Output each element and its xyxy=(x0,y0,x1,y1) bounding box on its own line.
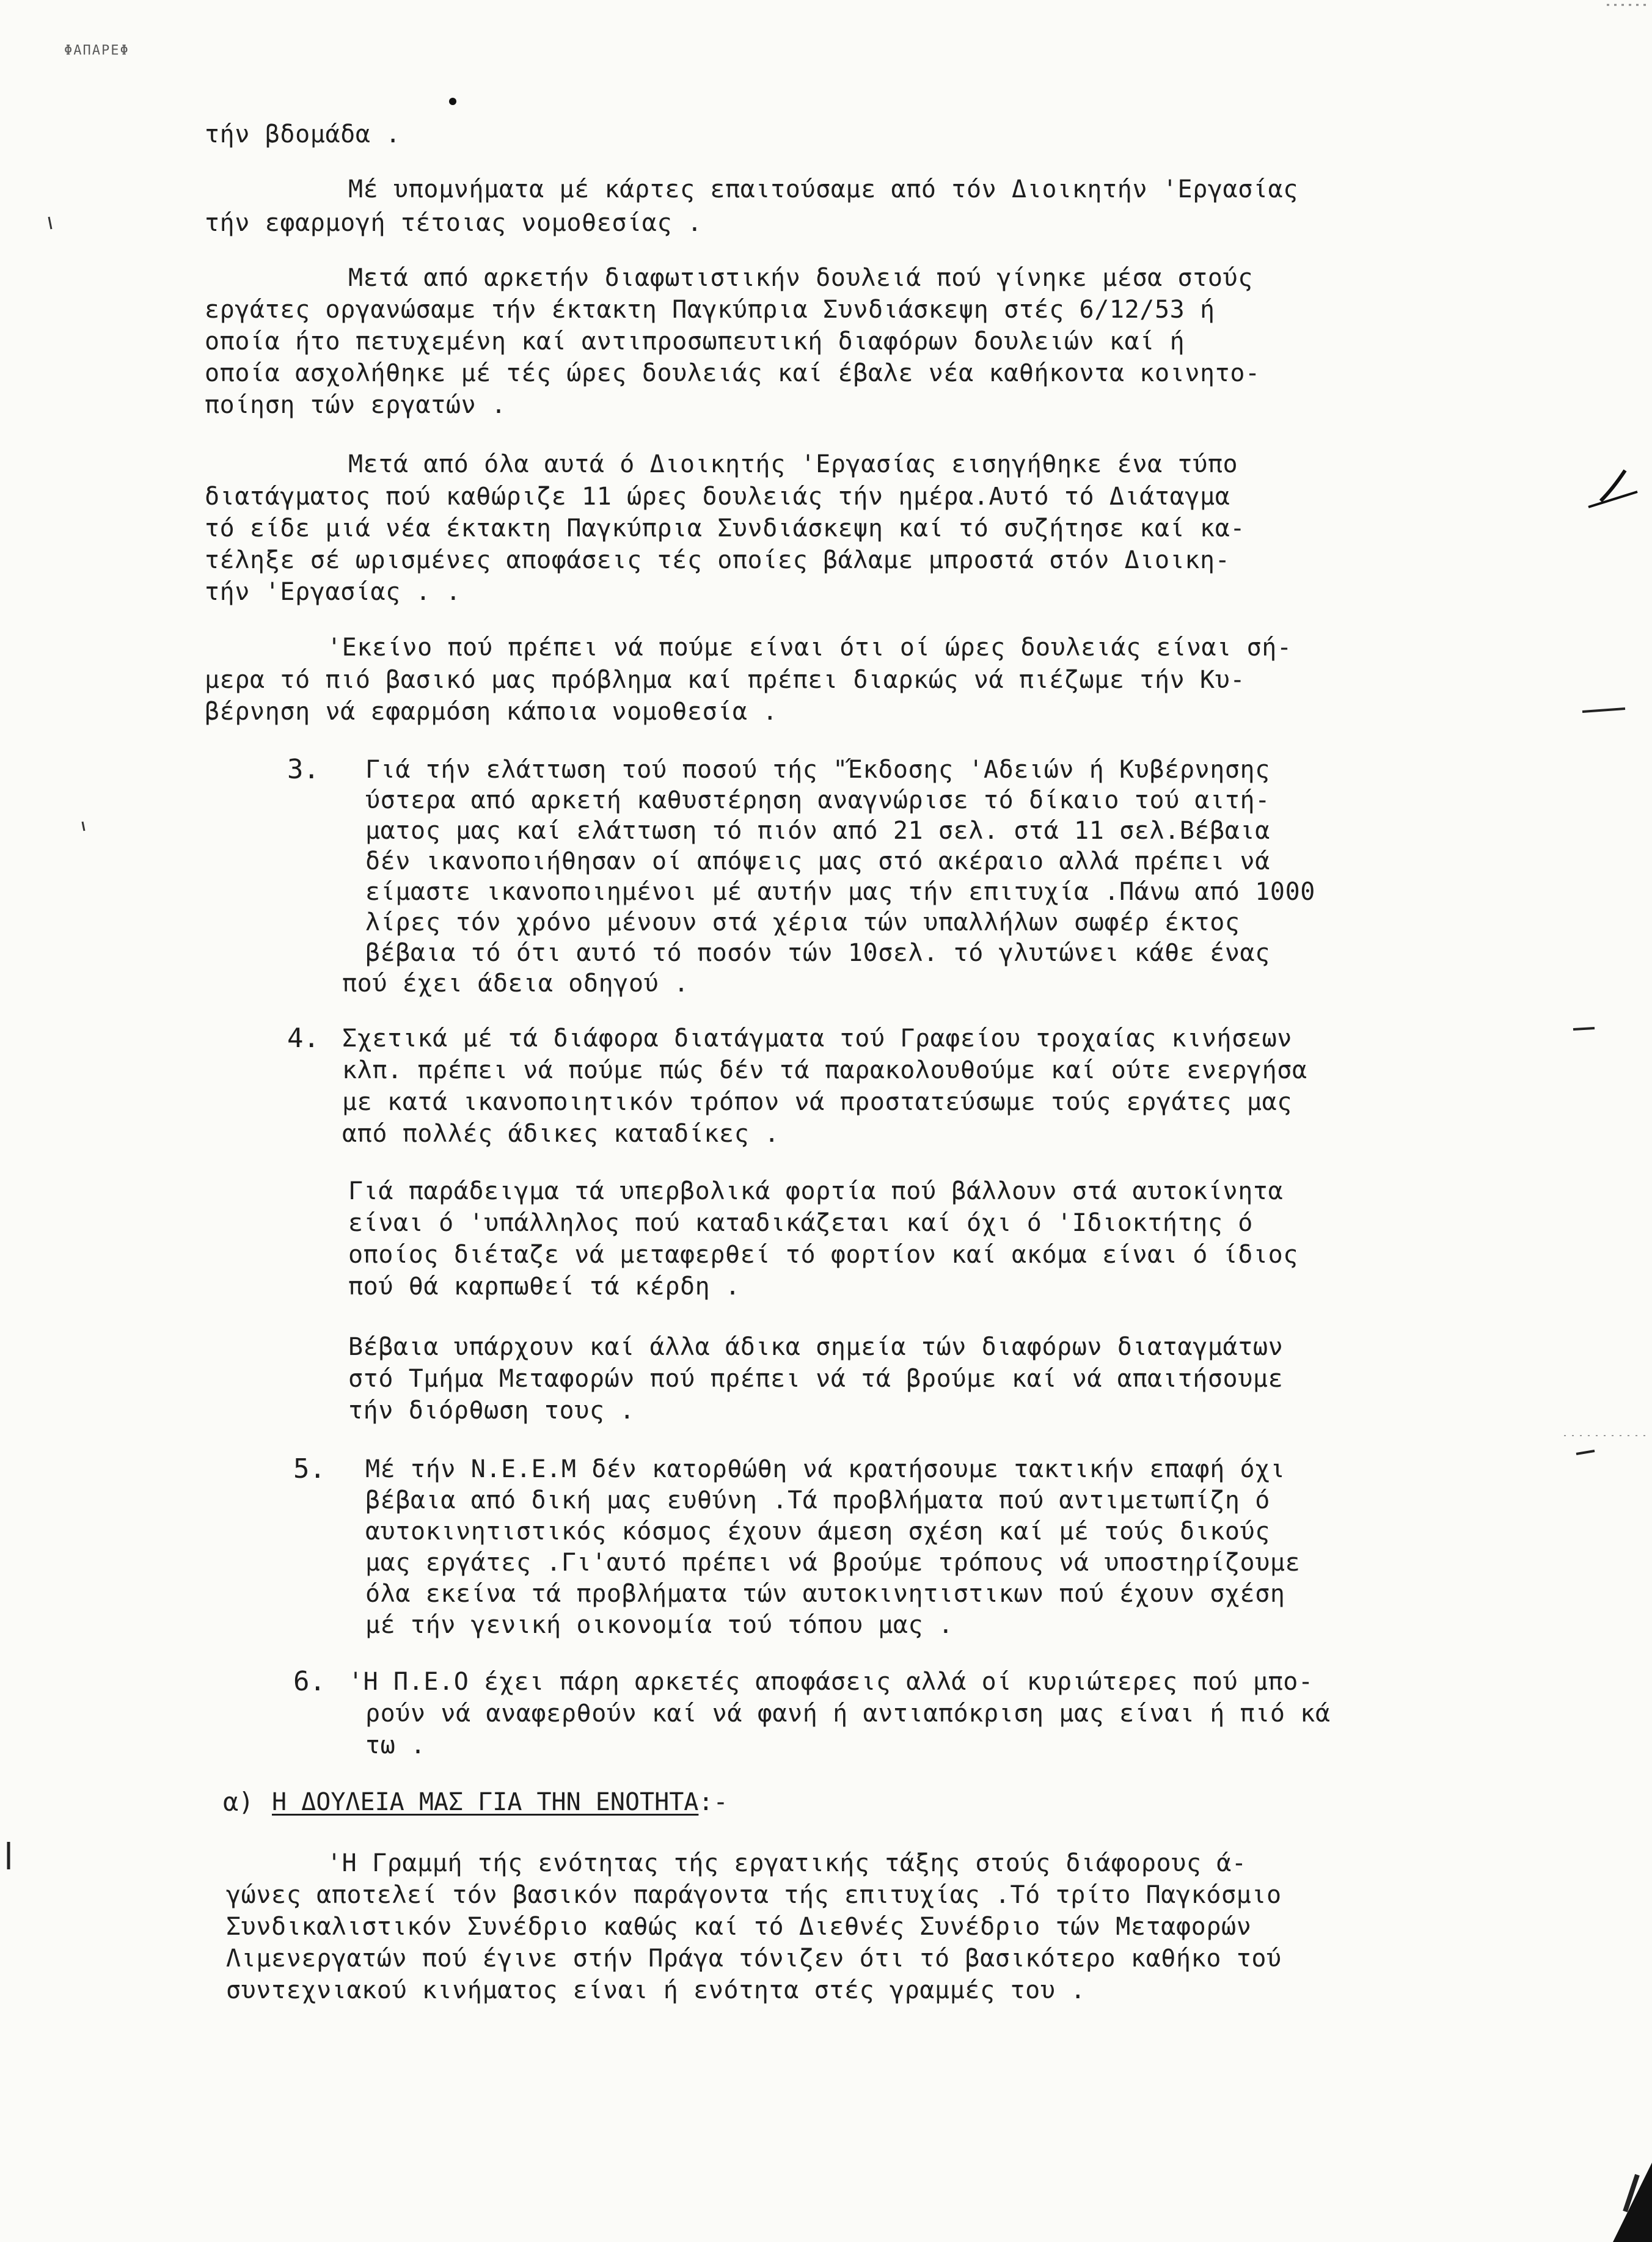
item-number: 5. xyxy=(293,1453,326,1484)
section-suffix: :- xyxy=(698,1788,728,1816)
item-line: 'Η Π.Ε.Ο έχει πάρη αρκετές αποφάσεις αλλά οί κυριώτερες πού μπο- xyxy=(348,1668,1314,1696)
section-line: 'Η Γραμμή τής ενότητας τής εργατικής τάξης στούς διάφορους ά- xyxy=(327,1849,1247,1877)
p4-line: βέρνηση νά εφαρμόση κάποια νομοθεσία . xyxy=(205,698,778,726)
section-line: Λιμενεργατών πού έγινε στήν Πράγα τόνιζεν ότι τό βασικότερο καθήκο τού xyxy=(226,1944,1282,1973)
item-subparagraph-line: είναι ό 'υπάλληλος πού καταδικάζεται καί όχι ό 'Ιδιοκτήτης ό xyxy=(348,1209,1253,1237)
item-line: μέ τήν γενική οικονομία τού τόπου μας . xyxy=(365,1611,954,1639)
p3-line: τέληξε σέ ωρισμένες αποφάσεις τές οποίες βάλαμε μπροστά στόν Διοικη- xyxy=(205,546,1230,574)
section-line: συντεχνιακού κινήματος είναι ή ενότητα στές γραμμές του . xyxy=(226,1976,1086,2004)
item-line: ρούν νά αναφερθούν καί νά φανή ή αντιαπόκριση μας είναι ή πιό κά xyxy=(365,1700,1331,1728)
p2-line: οποία ασχολήθηκε μέ τές ώρες δουλειάς καί έβαλε νέα καθήκοντα κοινητο- xyxy=(205,359,1260,387)
p2-line: οποία ήτο πετυχεμένη καί αντιπροσωπευτική διαφόρων δουλειών καί ή xyxy=(205,327,1185,356)
header-mark: ΦΑΠΑΡΕΦ xyxy=(64,43,130,58)
item-line: ύστερα από αρκετή καθυστέρηση αναγνώρισε τό δίκαιο τού αιτή- xyxy=(365,786,1270,814)
item-line: βέβαια τό ότι αυτό τό ποσόν τών 10σελ. τό γλυτώνει κάθε ένας xyxy=(365,939,1270,967)
item-line: Σχετικά μέ τά διάφορα διατάγματα τού Γραφείου τροχαίας κινήσεων xyxy=(342,1024,1292,1053)
corner-shadow xyxy=(1613,2163,1652,2242)
section-letter: α) xyxy=(223,1787,254,1817)
item-line: είμαστε ικανοποιημένοι μέ αυτήν μας τήν επιτυχία .Πάνω από 1000 xyxy=(365,878,1315,906)
item-number: 6. xyxy=(293,1666,326,1697)
section-line: γώνες αποτελεί τόν βασικόν παράγοντα τής επιτυχίας .Τό τρίτο Παγκόσμιο xyxy=(226,1881,1282,1909)
item-subparagraph-line: οποίος διέταζε νά μεταφερθεί τό φορτίον καί ακόμα είναι ό ίδιος xyxy=(348,1241,1298,1269)
p3-line: τό είδε μιά νέα έκτακτη Παγκύπρια Συνδιάσκεψη καί τό συζήτησε καί κα- xyxy=(205,514,1246,542)
margin-mark xyxy=(49,217,51,229)
margin-mark xyxy=(1588,492,1637,507)
item-number: 4. xyxy=(287,1023,320,1054)
p2-line: ποίηση τών εργατών . xyxy=(205,391,506,419)
section-heading xyxy=(272,1787,728,1817)
item-subparagraph-line: Γιά παράδειγμα τά υπερβολικά φορτία πού βάλλουν στά αυτοκίνητα xyxy=(348,1177,1284,1205)
margin-mark xyxy=(1573,1028,1595,1029)
p2-line: Μετά από αρκετήν διαφωτιστικήν δουλειά πού γίνηκε μέσα στούς xyxy=(348,264,1253,292)
corner-shadow xyxy=(1625,2175,1637,2211)
ink-dot xyxy=(449,98,456,105)
item-number: 3. xyxy=(287,754,320,785)
margin-mark xyxy=(1601,470,1625,501)
item-subparagraph-line: πού θά καρπωθεί τά κέρδη . xyxy=(348,1273,740,1301)
item-line: πού έχει άδεια οδηγού . xyxy=(342,969,689,998)
margin-mark xyxy=(1582,709,1625,712)
p3-line: Μετά από όλα αυτά ό Διοικητής 'Εργασίας εισηγήθηκε ένα τύπο xyxy=(348,450,1238,478)
item-line: Μέ τήν Ν.Ε.Ε.Μ δέν κατορθώθη νά κρατήσουμε τακτικήν επαφή όχι xyxy=(365,1455,1285,1483)
item-line: Γιά τήν ελάττωση τού ποσού τής "Έκδοσης 'Αδειών ή Κυβέρνησης xyxy=(365,756,1270,784)
item-line: τω . xyxy=(365,1731,426,1759)
section-line: Συνδικαλιστικόν Συνέδριο καθώς καί τό Διεθνές Συνέδριο τών Μεταφορών xyxy=(226,1913,1252,1941)
item-line: με κατά ικανοποιητικόν τρόπον νά προστατεύσωμε τούς εργάτες μας xyxy=(342,1088,1292,1116)
item-line: κλπ. πρέπει νά πούμε πώς δέν τά παρακολουθούμε καί ούτε ενεργήσα xyxy=(342,1056,1307,1084)
section-title: Η ΔΟΥΛΕΙΑ ΜΑΣ ΓΙΑ ΤΗΝ ΕΝΟΤΗΤΑ xyxy=(272,1788,699,1816)
item-line: όλα εκείνα τά προβλήματα τών αυτοκινητιστικων πού έχουν σχέση xyxy=(365,1580,1285,1608)
item-line: μας εργάτες .Γι'αυτό πρέπει νά βρούμε τρόπους νά υποστηρίζουμε xyxy=(365,1549,1301,1577)
p1-line: τήν εφαρμογή τέτοιας νομοθεσίας . xyxy=(205,209,703,237)
p1-line: Μέ υπομνήματα μέ κάρτες επαιτούσαμε από τόν Διοικητήν 'Εργασίας xyxy=(348,175,1298,203)
item-line: από πολλές άδικες καταδίκες . xyxy=(342,1120,780,1148)
top-fragment: τήν βδομάδα . xyxy=(205,120,401,148)
p3-line: διατάγματος πού καθώριζε 11 ώρες δουλειάς τήν ημέρα.Αυτό τό Διάταγμα xyxy=(205,483,1230,511)
item-subparagraph-line: στό Τμήμα Μεταφορών πού πρέπει νά τά βρούμε καί νά απαιτήσουμε xyxy=(348,1365,1284,1393)
item-line: αυτοκινητιστικός κόσμος έχουν άμεση σχέση καί μέ τούς δικούς xyxy=(365,1517,1270,1546)
item-line: δέν ικανοποιήθησαν οί απόψεις μας στό ακέραιο αλλά πρέπει νά xyxy=(365,847,1270,875)
p4-line: 'Εκείνο πού πρέπει νά πούμε είναι ότι οί ώρες δουλειάς είναι σή- xyxy=(327,634,1292,662)
item-line: λίρες τόν χρόνο μένουν στά χέρια τών υπαλλήλων σωφέρ έκτος xyxy=(365,908,1240,937)
margin-mark xyxy=(1576,1451,1595,1454)
item-subparagraph-line: τήν διόρθωση τους . xyxy=(348,1397,635,1425)
p3-line: τήν 'Εργασίας . . xyxy=(205,578,461,606)
p4-line: μερα τό πιό βασικό μας πρόβλημα καί πρέπει διαρκώς νά πιέζωμε τήν Κυ- xyxy=(205,666,1246,694)
p2-line: εργάτες οργανώσαμε τήν έκτακτη Παγκύπρια Συνδιάσκεψη στές 6/12/53 ή xyxy=(205,296,1215,324)
margin-mark xyxy=(82,822,84,831)
item-line: βέβαια από δική μας ευθύνη .Τά προβλήματα πού αντιμετωπίζη ό xyxy=(365,1486,1270,1514)
item-line: ματος μας καί ελάττωση τό πιόν από 21 σελ. στά 11 σελ.Βέβαια xyxy=(365,817,1270,845)
item-subparagraph-line: Βέβαια υπάρχουν καί άλλα άδικα σημεία τών διαφόρων διαταγμάτων xyxy=(348,1333,1284,1361)
